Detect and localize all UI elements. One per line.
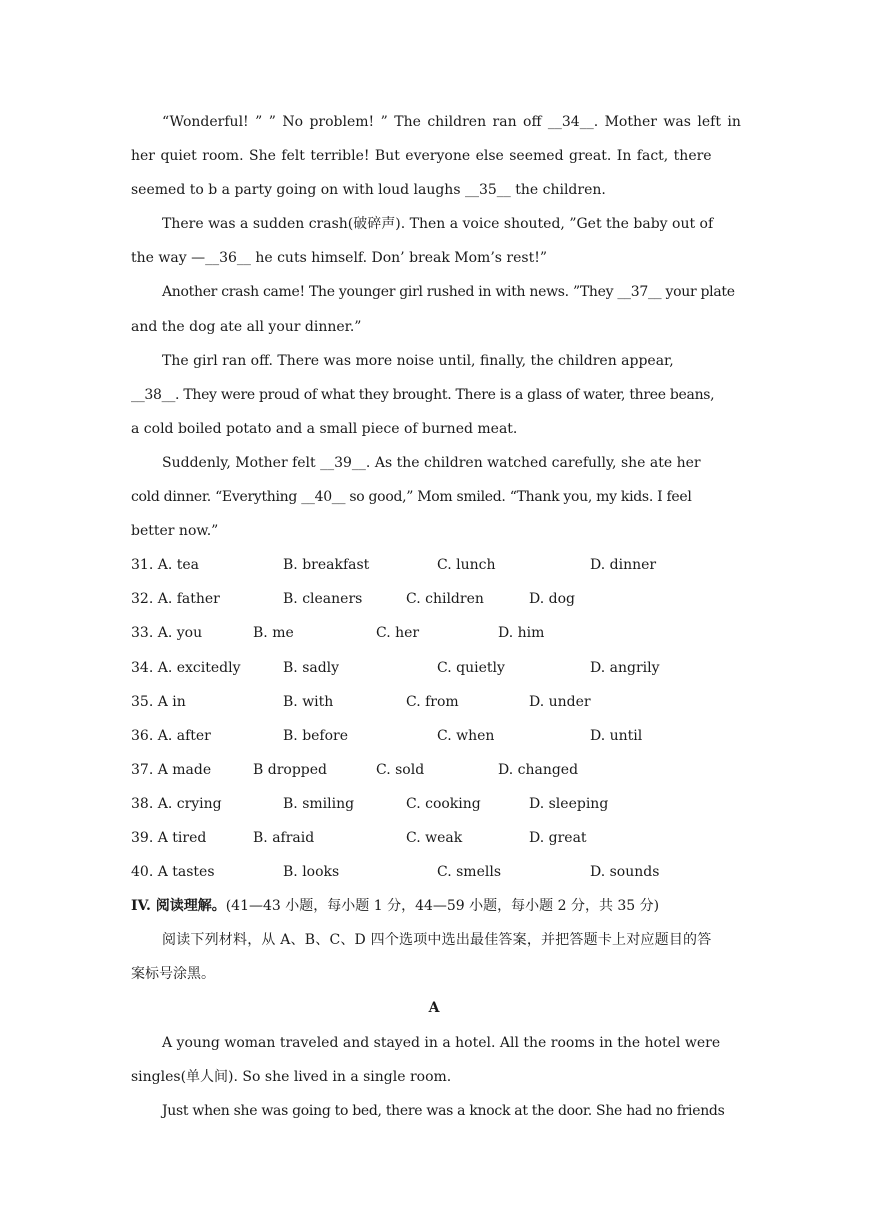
option-a: 34. A. excitedly [131,659,241,676]
option-d: D. angrily [590,659,660,676]
option-b: B. with [283,693,334,710]
option-b: B. sadly [283,659,340,676]
option-c: C. smells [437,864,501,881]
option-c: C. when [437,727,495,744]
option-b: B. breakfast [283,557,370,574]
text-line: better now.” [131,523,219,540]
text-line: __38__. They were proud of what they brought. There is a glass of water, three beans, [131,386,715,403]
option-c: C. from [406,693,459,710]
reading-paragraph-2 [131,1094,737,1128]
text-line: seemed to b a party going on with loud laughs __35__ the children. [131,182,606,199]
option-a: 33. A. you [131,625,203,642]
passage-paragraph-4 [131,344,737,446]
option-a: 40. A tastes [131,864,215,881]
text-line: A young woman traveled and stayed in a hotel. All the rooms in the hotel were [162,1034,721,1051]
option-d: D. him [498,625,545,642]
passage-paragraph-1 [131,105,741,207]
text-line: Another crash came! The younger girl rushed in with news. ”They __37__ your plate [162,284,735,301]
option-a: 37. A made [131,761,212,778]
option-b: B. looks [283,864,340,881]
part-label: A [428,1000,440,1017]
text-line: and the dog ate all your dinner.” [131,318,362,335]
text-line: There was a sudden crash(破碎声). Then a voice shouted, ”Get the baby out of [162,216,714,233]
text-line: 阅读下列材料，从 A、B、C、D 四个选项中选出最佳答案，并把答题卡上对应题目的答 [162,932,712,949]
option-a: 31. A. tea [131,557,199,574]
option-a: 38. A. crying [131,795,222,812]
text-line: the way —__36__ he cuts himself. Don’ break Mom’s rest!” [131,250,547,267]
option-a: 39. A tired [131,829,207,846]
question-list [131,548,737,889]
passage-paragraph-5 [131,446,737,548]
passage-paragraph-2 [131,207,737,275]
option-c: C. weak [406,829,463,846]
question-31 [131,548,737,582]
passage-paragraph-3 [131,275,737,343]
option-c: C. children [406,591,484,608]
section-heading [131,889,737,923]
text-line: a cold boiled potato and a small piece of burned meat. [131,420,518,437]
option-d: D. dog [529,591,575,608]
text-line: Just when she was going to bed, there was a knock at the door. She had no friends [162,1102,725,1119]
text-line: Suddenly, Mother felt __39__. As the children watched carefully, she ate her [162,454,701,471]
question-40 [131,855,737,889]
text-line: The girl ran off. There was more noise until, finally, the children appear, [162,352,674,369]
question-35 [131,685,737,719]
question-38 [131,787,737,821]
question-33 [131,616,737,650]
option-c: C. sold [376,761,425,778]
option-a: 36. A. after [131,727,211,744]
question-34 [131,651,737,685]
option-c: C. her [376,625,420,642]
option-d: D. sounds [590,864,660,881]
option-d: D. under [529,693,591,710]
option-d: D. dinner [590,557,657,574]
text-line: her quiet room. She felt terrible! But everyone else seemed great. In fact, there [131,148,712,165]
document-page [131,105,741,1128]
question-36 [131,719,737,753]
option-b: B dropped [253,761,327,778]
option-d: D. sleeping [529,795,609,812]
option-b: B. me [253,625,294,642]
text-line: singles(单人间). So she lived in a single room. [131,1068,452,1085]
option-b: B. cleaners [283,591,363,608]
option-a: 32. A. father [131,591,220,608]
text-line: “Wonderful! ” ” No problem! ” The children ran off __34__. Mother was left in [162,114,741,130]
section-title: IV. 阅读理解。 [131,898,226,915]
option-d: D. great [529,829,587,846]
option-d: D. until [590,727,643,744]
option-b: B. before [283,727,349,744]
option-c: C. cooking [406,795,481,812]
option-b: B. smiling [283,795,355,812]
section-note: (41—43 小题，每小题 1 分，44—59 小题，每小题 2 分，共 35 分) [225,898,660,915]
text-line: 案标号涂黑。 [131,966,215,983]
option-a: 35. A in [131,693,186,710]
section-instruction [131,923,737,991]
reading-paragraph-1 [131,1026,737,1094]
question-39 [131,821,737,855]
option-b: B. afraid [253,829,315,846]
question-37 [131,753,737,787]
question-32 [131,582,737,616]
option-d: D. changed [498,761,579,778]
text-line: cold dinner. “Everything __40__ so good,” Mom smiled. “Thank you, my kids. I feel [131,489,692,506]
option-c: C. quietly [437,659,505,676]
option-c: C. lunch [437,557,496,574]
